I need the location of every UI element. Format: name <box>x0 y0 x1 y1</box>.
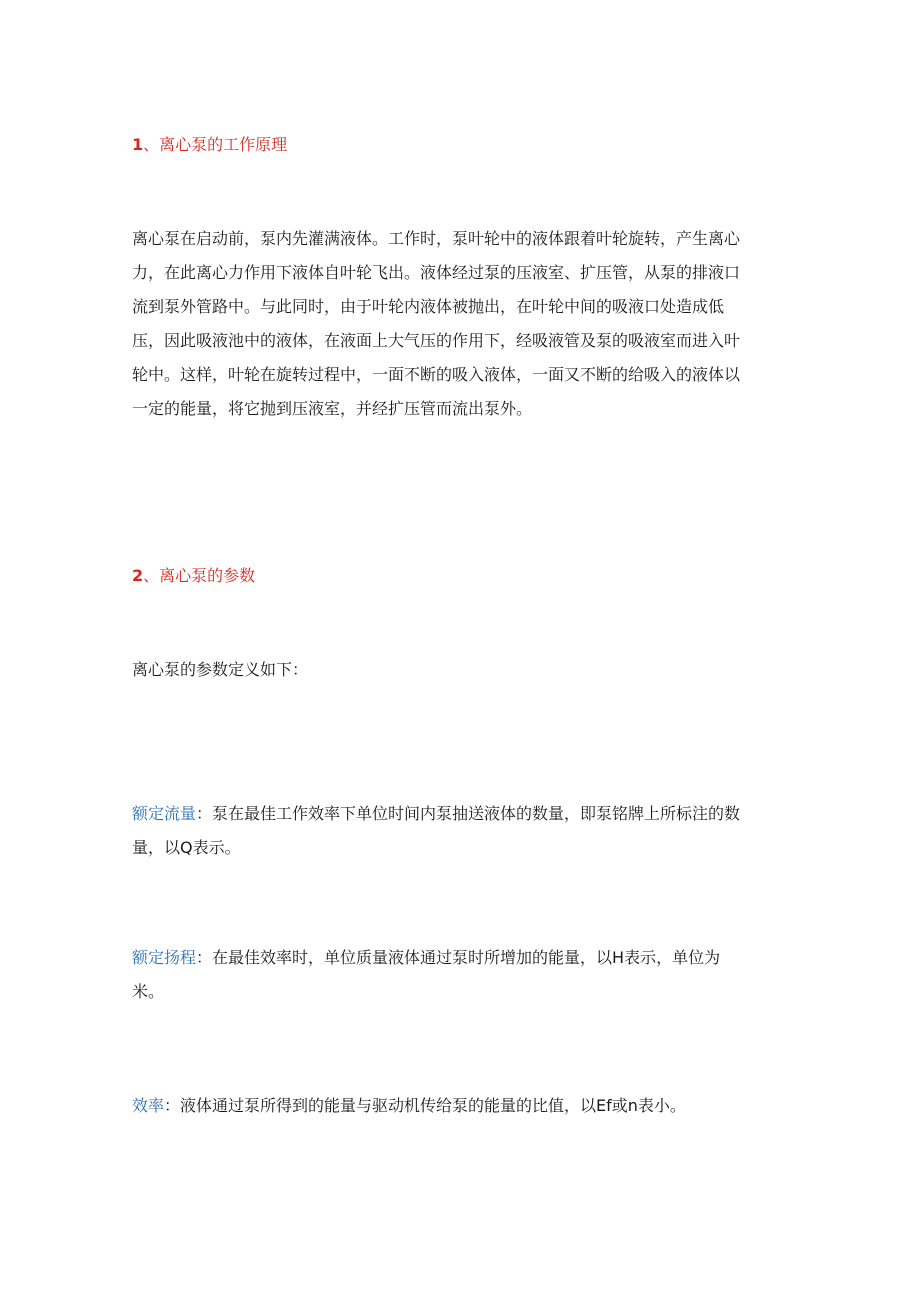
section-separator: 、 <box>143 135 160 154</box>
param-term: 额定流量 <box>132 804 197 823</box>
param-line-1 <box>132 797 792 831</box>
section-number: 2 <box>132 566 144 585</box>
param-colon: ： <box>196 804 213 823</box>
paragraph-line: 力，在此离心力作用下液体自叶轮飞出。液体经过泵的压液室、扩压管，从泵的排液口 <box>132 263 741 282</box>
param-rated-head <box>132 941 792 1009</box>
param-line-1 <box>132 1089 792 1123</box>
section-title: 离心泵的参数 <box>159 566 256 585</box>
param-efficiency <box>132 1089 792 1123</box>
section-heading-1 <box>132 132 287 155</box>
paragraph-line: 一定的能量，将它抛到压液室，并经扩压管而流出泵外。 <box>132 399 533 418</box>
param-description: 在最佳效率时，单位质量液体通过泵时所增加的能量，以H表示，单位为 <box>212 948 721 967</box>
param-line-2: 量，以Q表示。 <box>132 838 241 857</box>
intro-text: 离心泵的参数定义如下： <box>132 660 309 679</box>
parameters-intro <box>132 653 792 687</box>
section-number: 1 <box>132 135 144 154</box>
section-title: 离心泵的工作原理 <box>159 135 288 154</box>
param-term: 额定扬程 <box>132 948 197 967</box>
section-separator: 、 <box>143 566 160 585</box>
paragraph-line: 流到泵外管路中。与此同时，由于叶轮内液体被抛出，在叶轮中间的吸液口处造成低 <box>132 297 725 316</box>
param-line-1 <box>132 941 792 975</box>
param-term: 效率 <box>132 1096 165 1115</box>
param-colon: ： <box>164 1096 181 1115</box>
working-principle-paragraph <box>132 222 792 426</box>
param-description: 液体通过泵所得到的能量与驱动机传给泵的能量的比值，以Ef或n表小。 <box>180 1096 686 1115</box>
paragraph-line: 压，因此吸液池中的液体，在液面上大气压的作用下，经吸液管及泵的吸液室而进入叶 <box>132 331 741 350</box>
param-rated-flow <box>132 797 792 865</box>
param-colon: ： <box>196 948 213 967</box>
section-heading-2 <box>132 563 255 586</box>
paragraph-line: 离心泵在启动前，泵内先灌满液体。工作时，泵叶轮中的液体跟着叶轮旋转，产生离心 <box>132 229 741 248</box>
param-line-2: 米。 <box>132 982 165 1001</box>
param-description: 泵在最佳工作效率下单位时间内泵抽送液体的数量，即泵铭牌上所标注的数 <box>212 804 741 823</box>
paragraph-line: 轮中。这样，叶轮在旋转过程中，一面不断的吸入液体，一面又不断的给吸入的液体以 <box>132 365 741 384</box>
